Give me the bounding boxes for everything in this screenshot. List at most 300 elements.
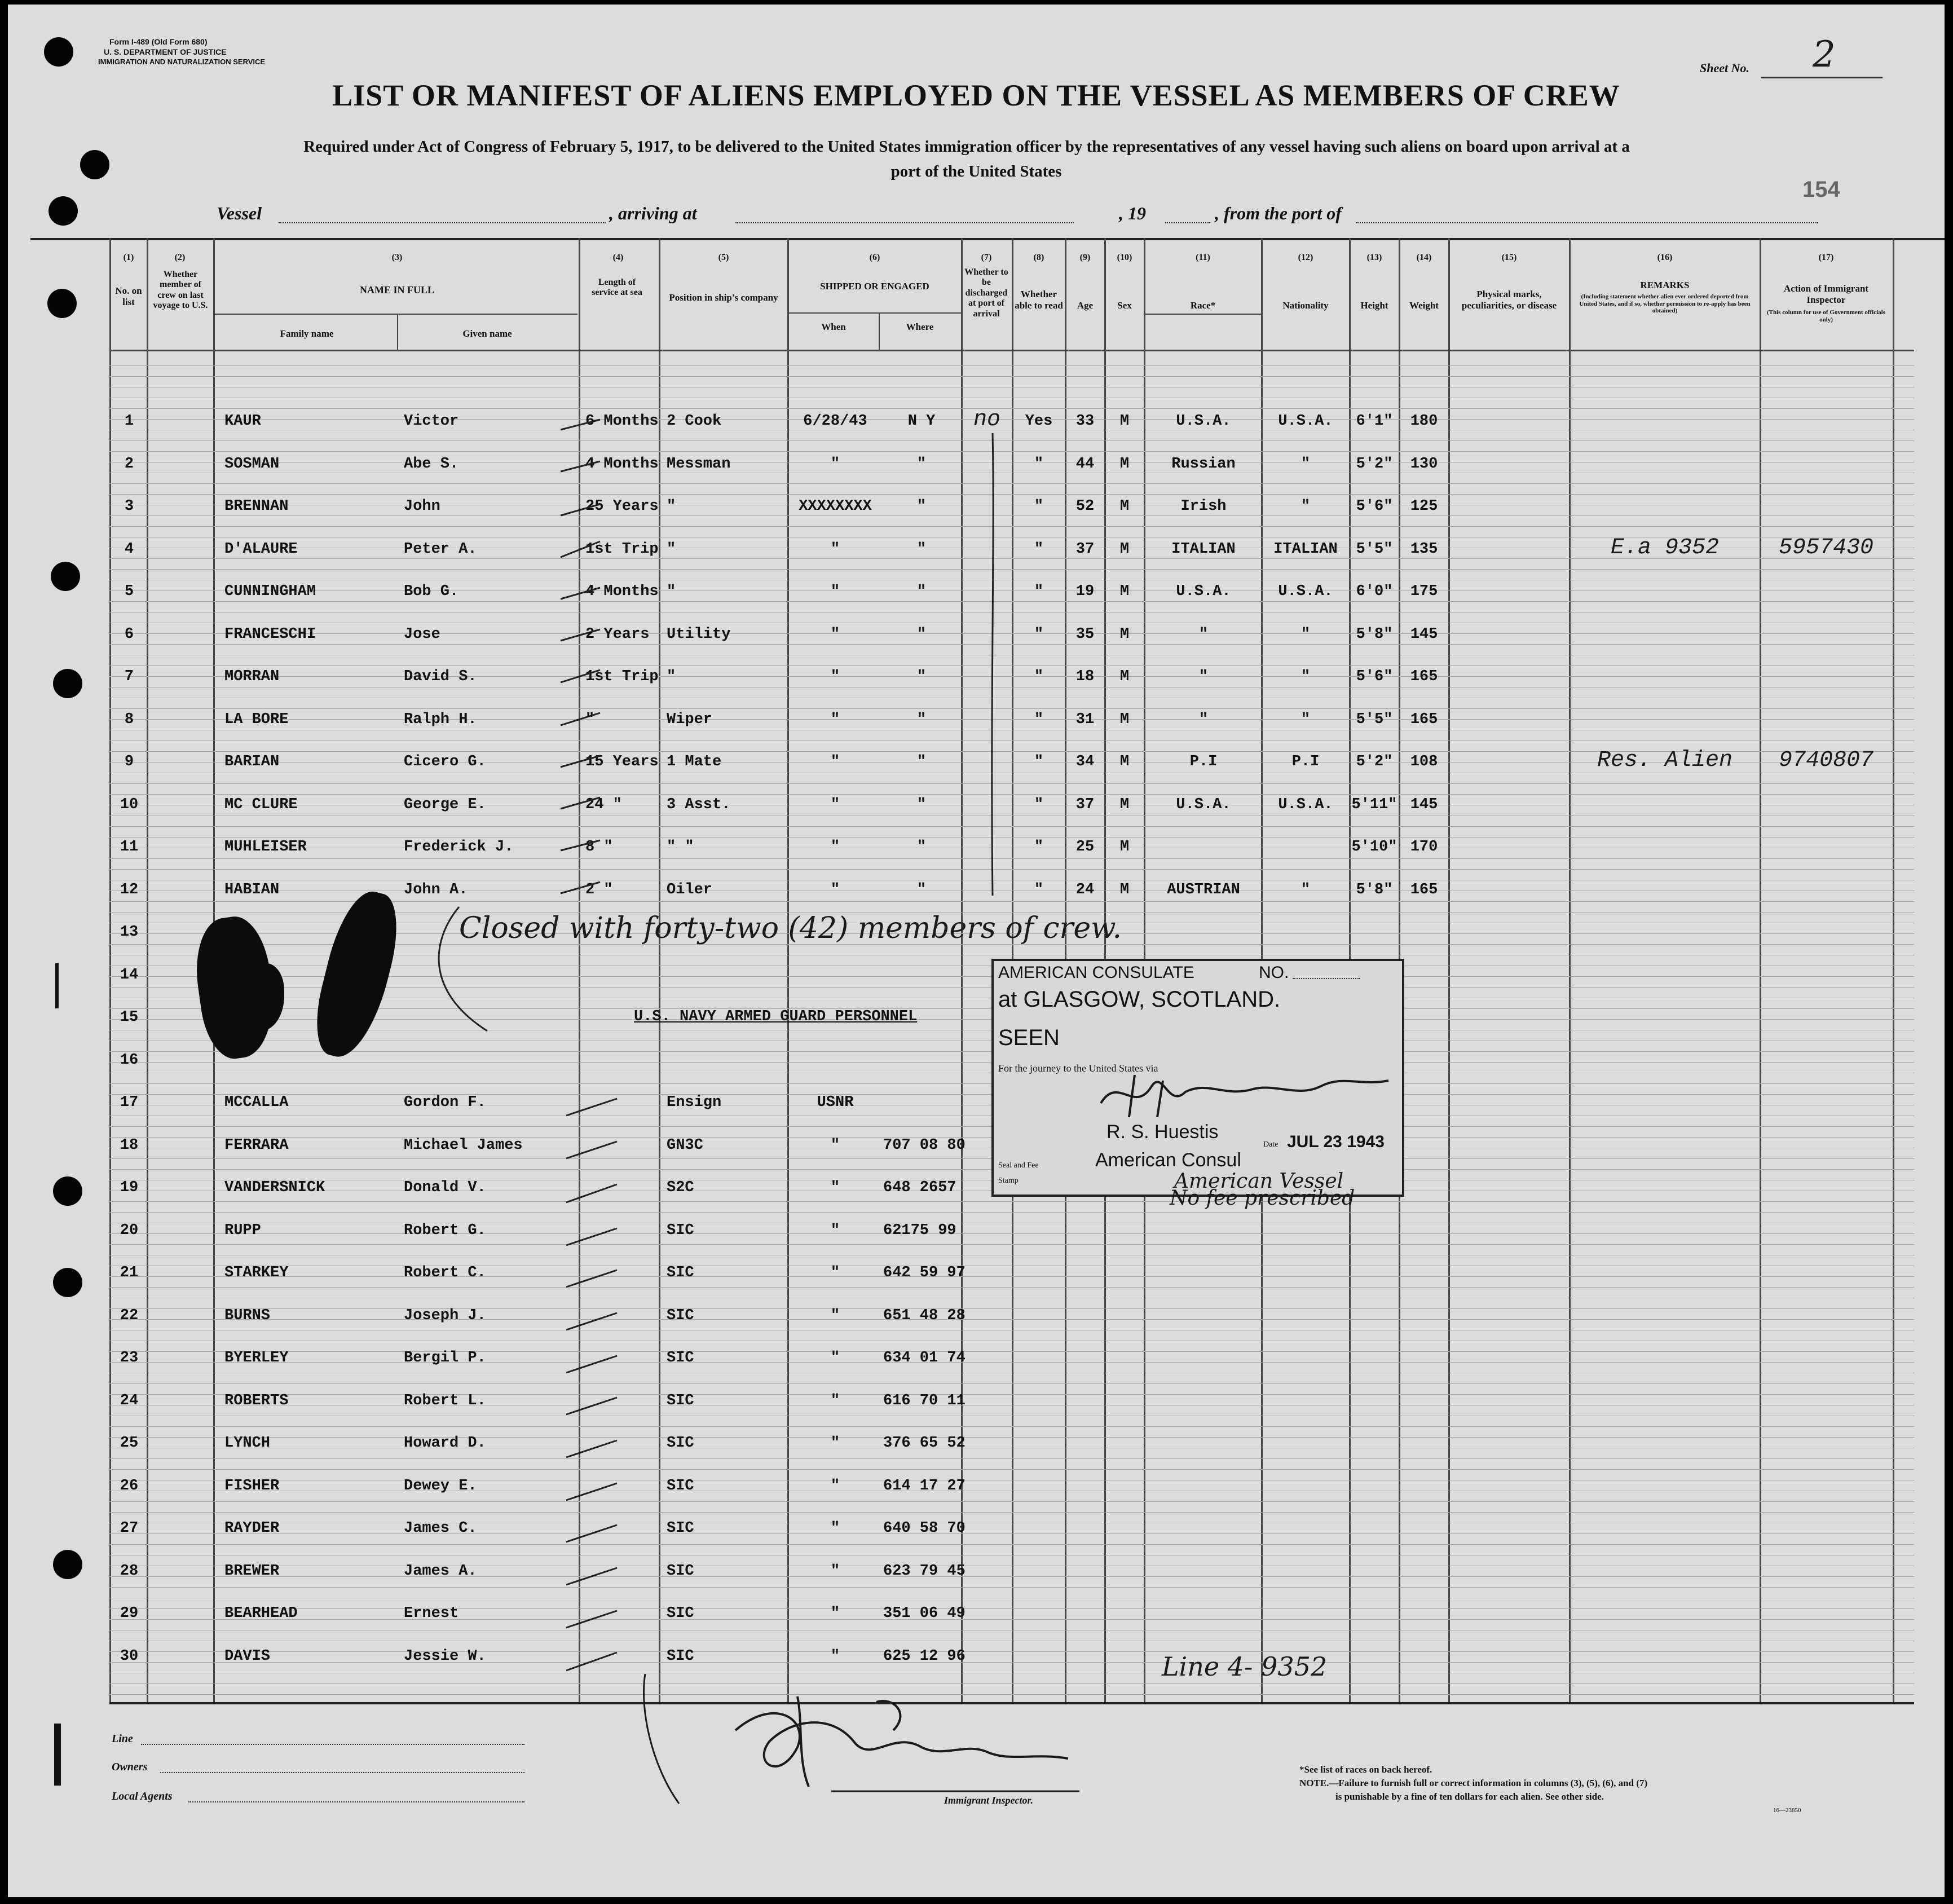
cell-height: 5'2"	[1356, 753, 1393, 770]
cell-nationality: "	[1300, 455, 1311, 473]
stamp-header: AMERICAN CONSULATE	[998, 963, 1194, 982]
cell-race: "	[1198, 625, 1209, 643]
cell-where: 614 17 27	[883, 1477, 966, 1495]
col-label-no: No. on list	[115, 285, 142, 307]
cell-position: "	[667, 583, 676, 600]
cell-position: SIC	[667, 1520, 694, 1537]
cell-given: Cicero G.	[404, 753, 486, 770]
cell-read: "	[1034, 839, 1044, 856]
stamp-hand-vessel: American Vessel	[1174, 1170, 1344, 1193]
cell-where: 616 70 11	[883, 1392, 966, 1409]
footer-note-fine-2: is punishable by a fine of ten dollars for each alien. See other side.	[1335, 1791, 1604, 1802]
cell-family: BEARHEAD	[224, 1605, 298, 1622]
stamp-hand-fee: No fee prescribed	[1170, 1187, 1355, 1210]
cell-family: KAUR	[224, 413, 261, 430]
cell-weight: 165	[1410, 668, 1438, 685]
ruled-line	[109, 794, 1914, 795]
col-label-shipped: SHIPPED OR ENGAGED	[820, 281, 929, 292]
cell-race: P.I	[1189, 753, 1218, 770]
cell-family: DAVIS	[224, 1647, 271, 1665]
cell-when: "	[830, 753, 840, 770]
cell-weight: 125	[1410, 498, 1438, 515]
consulate-stamp	[991, 959, 1404, 1197]
ruled-line	[109, 1587, 1914, 1588]
cell-no: 13	[120, 924, 139, 941]
cell-sex: M	[1119, 625, 1130, 643]
manifest-sheet	[8, 5, 1945, 1897]
cell-given: Howard D.	[404, 1435, 486, 1452]
cell-nationality: "	[1300, 881, 1311, 898]
cell-action: 9740807	[1778, 748, 1874, 773]
ruled-line	[109, 1608, 1914, 1609]
consul-signature	[1095, 1064, 1400, 1126]
ruled-line	[109, 569, 1914, 570]
arriving-field[interactable]	[735, 222, 1074, 223]
col-label-service: Length of service at sea	[592, 277, 642, 298]
col-label-action: Action of Immigrant Inspector	[1783, 283, 1869, 305]
cell-position: " "	[667, 839, 694, 856]
col-label-read: Whether able to read	[1015, 289, 1063, 311]
cell-position: 2 Cook	[667, 413, 722, 430]
ruled-line	[109, 1512, 1914, 1513]
cell-read: "	[1034, 881, 1044, 898]
stamp-consul-title: American Consul	[1095, 1149, 1241, 1171]
ruled-line	[109, 676, 1914, 677]
ruled-line	[109, 440, 1914, 441]
ruled-line	[109, 1458, 1914, 1459]
column-rule	[1760, 238, 1761, 1702]
cell-nationality: P.I	[1291, 753, 1320, 770]
cell-service: 1st Trip	[585, 668, 659, 685]
cell-age: 18	[1075, 668, 1095, 685]
cell-age: 25	[1075, 839, 1095, 856]
cell-when: "	[830, 1477, 840, 1495]
cell-position: SIC	[667, 1435, 694, 1452]
cell-sex: M	[1119, 540, 1130, 558]
cell-discharged: no	[973, 407, 1000, 433]
col-label-race: Race*	[1190, 300, 1216, 311]
ruled-line	[109, 665, 1914, 666]
cell-no: 20	[120, 1222, 139, 1239]
footer-line-label: Line	[112, 1733, 133, 1745]
col-label-age: Age	[1077, 300, 1094, 311]
cell-sex: M	[1119, 413, 1130, 430]
cell-when: 6/28/43	[803, 413, 867, 430]
cell-service: 25 Years	[585, 498, 659, 515]
cell-sex: M	[1119, 753, 1130, 770]
cell-nationality: "	[1300, 498, 1311, 515]
footer-agents-label: Local Agents	[112, 1790, 173, 1802]
cell-where: "	[916, 839, 927, 856]
ruled-line	[109, 590, 1914, 591]
stamp-date-label: Date	[1263, 1140, 1279, 1149]
cell-position: SIC	[667, 1350, 694, 1367]
cell-where: "	[916, 625, 927, 643]
stamp-date: JUL 23 1943	[1287, 1132, 1385, 1151]
cell-position: Utility	[667, 625, 731, 643]
cell-height: 5'6"	[1356, 498, 1393, 515]
margin-mark	[54, 1724, 61, 1786]
cell-when: "	[830, 668, 840, 685]
stamp-journey: For the journey to the United States via	[998, 1063, 1158, 1074]
cell-family: BREWER	[224, 1562, 280, 1580]
cell-race: "	[1198, 711, 1209, 728]
cell-when: "	[830, 1136, 840, 1154]
ruled-line	[109, 1383, 1914, 1384]
cell-race: AUSTRIAN	[1167, 881, 1240, 898]
cell-weight: 145	[1410, 796, 1438, 813]
col-label-discharged: Whether to be discharged at port of arrival	[964, 267, 1008, 319]
service-tick-marks	[549, 399, 651, 1696]
cell-read: "	[1034, 625, 1044, 643]
col-label-sex: Sex	[1117, 300, 1132, 311]
stamp-no-label: NO.	[1259, 963, 1289, 982]
cell-where: "	[916, 498, 927, 515]
cell-family: FRANCESCHI	[224, 625, 316, 643]
col-num-17: (17)	[1818, 253, 1834, 262]
cell-race: U.S.A.	[1176, 796, 1231, 813]
cell-nationality: U.S.A.	[1278, 583, 1333, 600]
cell-no: 8	[124, 711, 134, 728]
cell-position: SIC	[667, 1647, 694, 1665]
service-name: IMMIGRATION AND NATURALIZATION SERVICE	[98, 58, 266, 66]
cell-weight: 165	[1410, 881, 1438, 898]
col-num-12: (12)	[1298, 253, 1313, 262]
vessel-line	[217, 203, 1824, 231]
cell-when: "	[830, 625, 840, 643]
ruled-line	[109, 1469, 1914, 1470]
cell-given: Ralph H.	[404, 711, 477, 728]
cell-given: Joseph J.	[404, 1307, 486, 1324]
cell-where: "	[916, 668, 927, 685]
ruled-line	[109, 494, 1914, 495]
ruled-line	[109, 1651, 1914, 1652]
col-num-3: (3)	[391, 253, 403, 262]
col-label-weight: Weight	[1409, 300, 1439, 311]
stamp-seen: SEEN	[998, 1025, 1060, 1050]
cell-no: 28	[120, 1562, 139, 1580]
cell-when: "	[830, 455, 840, 473]
form-id: Form I-489 (Old Form 680)	[109, 37, 208, 46]
cell-where: N Y	[907, 413, 936, 430]
cell-age: 33	[1075, 413, 1095, 430]
inspector-signature	[628, 1663, 1091, 1815]
cell-no: 7	[124, 668, 134, 685]
ruled-line	[109, 1351, 1914, 1352]
ruled-line	[109, 719, 1914, 720]
cell-read: "	[1034, 796, 1044, 813]
page-subtitle-2: port of the United States	[890, 162, 1062, 180]
cell-given: Victor	[404, 413, 459, 430]
cell-age: 37	[1075, 540, 1095, 558]
cell-where: 651 48 28	[883, 1307, 966, 1324]
cell-given: David S.	[404, 668, 477, 685]
cell-service: 8 "	[585, 839, 613, 856]
cell-race: U.S.A.	[1176, 583, 1231, 600]
cell-when: "	[830, 1520, 840, 1537]
ruled-line	[109, 1287, 1914, 1288]
cell-age: 31	[1075, 711, 1095, 728]
stamp-no-field	[1293, 978, 1360, 979]
cell-age: 44	[1075, 455, 1095, 473]
footer-owners-field[interactable]	[160, 1772, 524, 1773]
cell-weight: 145	[1410, 625, 1438, 643]
cell-family: FISHER	[224, 1477, 280, 1495]
cell-no: 25	[120, 1435, 139, 1452]
cell-service: "	[585, 711, 595, 728]
cell-where: 625 12 96	[883, 1647, 966, 1665]
cell-family: RUPP	[224, 1222, 261, 1239]
binder-hole	[53, 669, 82, 698]
cell-service: 24 "	[585, 796, 622, 813]
from-port-label: , from the port of	[1215, 203, 1342, 223]
ruled-line	[109, 858, 1914, 859]
cell-nationality: U.S.A.	[1278, 796, 1333, 813]
cell-where: "	[916, 455, 927, 473]
cell-when: "	[830, 796, 840, 813]
page-subtitle: Required under Act of Congress of February 5, 1917, to be delivered to the United States immigration officer by the representatives of any vessel having such aliens on board upon arrival at a	[303, 138, 1630, 156]
cell-read: "	[1034, 668, 1044, 685]
cell-when: "	[830, 1392, 840, 1409]
cell-nationality: "	[1300, 668, 1311, 685]
cell-given: Robert L.	[404, 1392, 486, 1409]
cell-when: "	[830, 1222, 840, 1239]
col-num-6: (6)	[869, 253, 880, 262]
cell-where: 707 08 80	[883, 1136, 966, 1154]
vessel-field[interactable]	[279, 222, 606, 223]
cell-where: 642 59 97	[883, 1264, 966, 1281]
cell-height: 5'6"	[1356, 668, 1393, 685]
line-note: Line 4- 9352	[1162, 1651, 1328, 1682]
cell-where: 634 01 74	[883, 1350, 966, 1367]
page-mark: 154	[1802, 177, 1840, 202]
vessel-label: Vessel	[217, 203, 262, 223]
cell-family: FERRARA	[224, 1136, 289, 1154]
cell-where: 648 2657	[883, 1179, 956, 1196]
cell-when: "	[830, 540, 840, 558]
cell-family: RAYDER	[224, 1520, 280, 1537]
cell-age: 24	[1075, 881, 1095, 898]
cell-nationality: U.S.A.	[1278, 413, 1333, 430]
column-rule	[147, 238, 148, 1702]
cell-when: "	[830, 839, 840, 856]
seal-blob	[239, 963, 284, 1031]
col-num-8: (8)	[1033, 253, 1044, 262]
cell-position: SIC	[667, 1307, 694, 1324]
cell-no: 12	[120, 881, 139, 898]
cell-no: 1	[124, 413, 134, 430]
col-label-remarks: REMARKS	[1640, 280, 1690, 290]
cell-no: 18	[120, 1136, 139, 1154]
cell-when: "	[830, 1179, 840, 1196]
ruled-line	[109, 1544, 1914, 1545]
col-num-4: (4)	[612, 253, 624, 262]
inspector-label: Immigrant Inspector.	[944, 1795, 1034, 1806]
cell-action: 5957430	[1778, 535, 1874, 561]
cell-position: SIC	[667, 1562, 694, 1580]
from-port-field[interactable]	[1356, 222, 1818, 223]
cell-height: 5'2"	[1356, 455, 1393, 473]
col-num-1: (1)	[123, 253, 134, 262]
cell-family: CUNNINGHAM	[224, 583, 316, 600]
cell-race: ITALIAN	[1171, 540, 1236, 558]
cell-position: SIC	[667, 1392, 694, 1409]
column-rule	[109, 238, 111, 1702]
stamp-location: at GLASGOW, SCOTLAND.	[998, 987, 1281, 1012]
cell-family: BARIAN	[224, 753, 280, 770]
ruled-line	[109, 633, 1914, 634]
cell-where: "	[916, 881, 927, 898]
col-label-physical: Physical marks, peculiarities, or disease	[1461, 289, 1557, 311]
cell-service: 4 Months	[585, 583, 659, 600]
cell-remarks: Res. Alien	[1597, 748, 1733, 773]
column-rule	[1893, 238, 1894, 1702]
cell-given: Abe S.	[404, 455, 459, 473]
cell-read: Yes	[1025, 413, 1053, 430]
cell-when: "	[830, 1307, 840, 1324]
column-rule	[1448, 238, 1450, 1702]
cell-read: "	[1034, 711, 1044, 728]
ruled-line	[109, 365, 1914, 366]
cell-read: "	[1034, 540, 1044, 558]
print-code: 16—23850	[1773, 1807, 1801, 1814]
cell-where: "	[916, 753, 927, 770]
cell-service: 15 Years	[585, 753, 659, 770]
ruled-line	[109, 1394, 1914, 1395]
cell-family: SOSMAN	[224, 455, 280, 473]
cell-age: 35	[1075, 625, 1095, 643]
binder-hole	[44, 37, 73, 67]
cell-nationality: "	[1300, 711, 1311, 728]
cell-given: Robert C.	[404, 1264, 486, 1281]
cell-position: GN3C	[667, 1136, 703, 1154]
cell-position: Wiper	[667, 711, 713, 728]
cell-no: 21	[120, 1264, 139, 1281]
ruled-line	[109, 1233, 1914, 1234]
cell-height: 5'5"	[1356, 711, 1393, 728]
cell-given: Michael James	[404, 1136, 523, 1154]
binder-hole	[53, 1176, 82, 1206]
cell-given: Bergil P.	[404, 1350, 486, 1367]
cell-when: "	[830, 583, 840, 600]
cell-no: 6	[124, 625, 134, 643]
cell-nationality: ITALIAN	[1273, 540, 1338, 558]
cell-read: "	[1034, 583, 1044, 600]
cell-given: George E.	[404, 796, 486, 813]
col-label-height: Height	[1360, 300, 1388, 311]
year-field[interactable]	[1165, 222, 1210, 223]
cell-no: 29	[120, 1605, 139, 1622]
col-label-where: Where	[906, 321, 934, 332]
arriving-label: , arriving at	[609, 203, 697, 223]
cell-age: 52	[1075, 498, 1095, 515]
ruled-line	[109, 1619, 1914, 1620]
cell-no: 19	[120, 1179, 139, 1196]
column-rule	[659, 238, 660, 1702]
cell-where: 640 58 70	[883, 1520, 966, 1537]
ruled-line	[109, 783, 1914, 784]
cell-given: Bob G.	[404, 583, 459, 600]
ruled-line	[109, 837, 1914, 838]
cell-where: 62175 99	[883, 1222, 956, 1239]
cell-family: D'ALAURE	[224, 540, 298, 558]
ruled-line	[109, 515, 1914, 516]
cell-race: U.S.A.	[1176, 413, 1231, 430]
cell-when: "	[830, 1435, 840, 1452]
cell-no: 26	[120, 1477, 139, 1495]
footer-agents-field[interactable]	[188, 1801, 524, 1802]
cell-no: 22	[120, 1307, 139, 1324]
cell-family: MC CLURE	[224, 796, 298, 813]
col-num-13: (13)	[1366, 253, 1382, 262]
col-label-nationality: Nationality	[1282, 300, 1329, 311]
cell-no: 27	[120, 1520, 139, 1537]
cell-weight: 170	[1410, 839, 1438, 856]
cell-no: 16	[120, 1051, 139, 1069]
cell-no: 14	[120, 966, 139, 984]
ruled-line	[109, 1319, 1914, 1320]
cell-sex: M	[1119, 583, 1130, 600]
ruled-line	[109, 1308, 1914, 1309]
table-top-rule	[30, 238, 1945, 240]
cell-height: 6'1"	[1356, 413, 1393, 430]
ruled-line	[109, 1576, 1914, 1577]
cell-no: 2	[124, 455, 134, 473]
cell-sex: M	[1119, 668, 1130, 685]
cell-where: "	[916, 540, 927, 558]
cell-sex: M	[1119, 711, 1130, 728]
ruled-line	[109, 483, 1914, 484]
cell-read: "	[1034, 498, 1044, 515]
navy-heading: U.S. NAVY ARMED GUARD PERSONNEL	[634, 1008, 918, 1025]
footer-line-field[interactable]	[141, 1744, 524, 1745]
cell-height: 5'5"	[1356, 540, 1393, 558]
cell-where: "	[916, 796, 927, 813]
cell-when: "	[830, 1350, 840, 1367]
cell-age: 19	[1075, 583, 1095, 600]
col-label-family-name: Family name	[280, 328, 334, 339]
cell-weight: 165	[1410, 711, 1438, 728]
closed-note: Closed with forty-two (42) members of crew.	[459, 911, 1122, 945]
cell-position: SIC	[667, 1605, 694, 1622]
margin-mark	[55, 963, 59, 1008]
cell-no: 5	[124, 583, 134, 600]
cell-sex: M	[1119, 839, 1130, 856]
cell-no: 30	[120, 1647, 139, 1665]
ruled-line	[109, 1244, 1914, 1245]
col-label-last-voyage: Whether member of crew on last voyage to U.S.	[153, 270, 208, 311]
ruled-line	[109, 376, 1914, 377]
col-num-5: (5)	[718, 253, 729, 262]
cell-remarks: E.a 9352	[1610, 535, 1720, 561]
closed-note-stroke	[425, 896, 493, 1042]
cell-read: "	[1034, 455, 1044, 473]
cell-family: LA BORE	[224, 711, 289, 728]
cell-race: Irish	[1180, 498, 1227, 515]
cell-read: "	[1034, 753, 1044, 770]
ruled-line	[109, 826, 1914, 827]
cell-given: Jose	[404, 625, 440, 643]
footer-note-fine: NOTE.—Failure to furnish full or correct information in columns (3), (5), (6), and (7)	[1299, 1778, 1648, 1788]
year-label: , 19	[1119, 203, 1146, 223]
binder-hole	[51, 562, 80, 591]
cell-weight: 180	[1410, 413, 1438, 430]
cell-family: LYNCH	[224, 1435, 271, 1452]
cell-given: Ernest	[404, 1605, 459, 1622]
cell-height: 6'0"	[1356, 583, 1393, 600]
cell-given: Dewey E.	[404, 1477, 477, 1495]
footer-owners-label: Owners	[112, 1761, 148, 1773]
